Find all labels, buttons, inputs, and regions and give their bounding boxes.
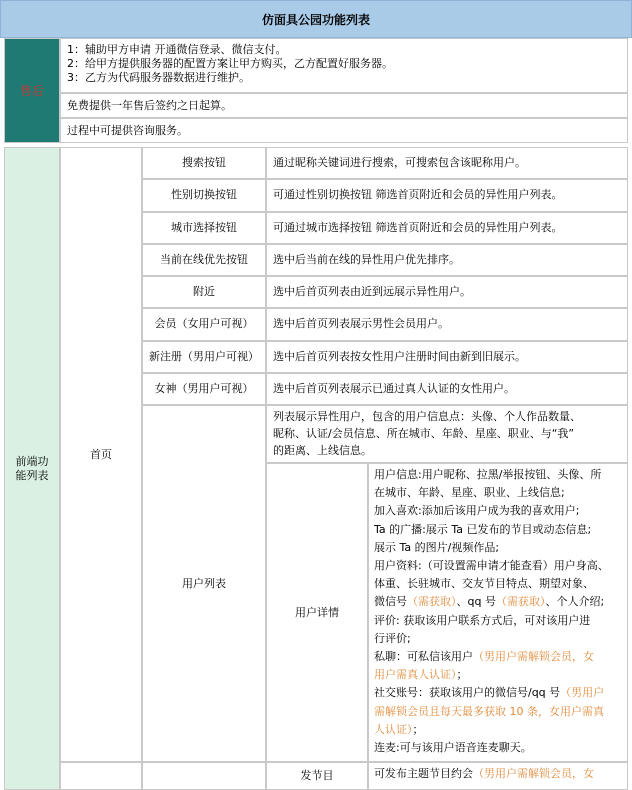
feature-name: 女神（男用户可视） (142, 373, 266, 405)
detail-text: 、个人介绍; (545, 595, 605, 609)
detail-text: ； (456, 668, 468, 682)
detail-line (374, 521, 622, 539)
feature-desc: 选中后首页列表展示男性会员用户。 (266, 308, 628, 340)
note-highlight: 用户需真人认证） (374, 668, 457, 682)
detail-line (374, 648, 622, 666)
user-list-summary (266, 405, 628, 463)
feature-name: 搜索按钮 (142, 147, 266, 179)
summary-line: 的距离、上线信息。 (273, 444, 372, 457)
detail-text: 私聊：可私信该用户 (374, 650, 473, 664)
user-list-label: 用户列表 (142, 405, 266, 762)
detail-text: 社交账号：获取该用户的微信号/qq 号 (374, 686, 561, 700)
detail-text: 评价: 获取该用户联系方式后，可对该用户进 (374, 613, 591, 627)
feature-name: 性别切换按钮 (142, 179, 266, 211)
feature-desc: 选中后当前在线的异性用户优先排序。 (266, 244, 628, 276)
detail-text: 加入喜欢:添加后该用户成为我的喜欢用户; (374, 504, 580, 518)
feature-desc: 选中后首页列表按女性用户注册时间由新到旧展示。 (266, 341, 628, 373)
detail-line (374, 703, 622, 721)
home-label: 首页 (60, 147, 142, 762)
detail-line (374, 502, 622, 520)
feature-desc: 选中后首页列表由近到远展示异性用户。 (266, 276, 628, 308)
detail-text: Ta 的广播:展示 Ta 已发布的节目或动态信息; (374, 522, 592, 536)
publish-label: 发节目 (266, 762, 368, 790)
feature-desc: 通过昵称关键词进行搜索，可搜索包含该昵称用户。 (266, 147, 628, 179)
detail-text: 、qq 号 (456, 595, 496, 609)
feature-name: 城市选择按钮 (142, 212, 266, 244)
user-detail-label: 用户详情 (266, 463, 368, 762)
detail-line (374, 539, 622, 557)
detail-text: 在城市、年龄、星座、职业、上线信息; (374, 486, 565, 500)
detail-line (374, 484, 622, 502)
after-sales-label: 售后 (4, 38, 60, 143)
empty-cell (60, 762, 142, 790)
detail-line (374, 575, 622, 593)
frontend-section-label: 前端功能列表 (4, 147, 60, 790)
summary-line: 昵称、认证/会员信息、所在城市、年龄、星座、职业、与“我” (273, 427, 575, 440)
detail-text: 连麦:可与该用户语音连麦聊天。 (374, 741, 532, 755)
detail-line (374, 466, 622, 484)
summary-line: 列表展示异性用户，包含的用户信息点：头像、个人作品数量、 (273, 410, 581, 423)
feature-name: 附近 (142, 276, 266, 308)
note-highlight: 人认证） (374, 722, 413, 736)
doc-title: 仿面具公园功能列表 (0, 0, 632, 38)
detail-line (374, 739, 622, 757)
detail-line (374, 666, 622, 684)
after-sales-item: 3：乙方为代码服务器数据进行维护。 (67, 71, 250, 84)
note-highlight: （男用户需解锁会员，女 (473, 767, 594, 780)
user-detail-content (368, 463, 628, 762)
detail-text: 体重、长驻城市、交友节目特点、期望对象、 (374, 577, 594, 591)
consult-note: 过程中可提供咨询服务。 (60, 118, 628, 143)
feature-desc: 可通过城市选择按钮 筛选首页附近和会员的异性用户列表。 (266, 212, 628, 244)
detail-text: 行评价; (374, 631, 411, 645)
detail-line (374, 557, 622, 575)
detail-line (374, 721, 622, 739)
feature-desc: 选中后首页列表展示已通过真人认证的女性用户。 (266, 373, 628, 405)
note-highlight: （男用户需解锁会员，女 (473, 650, 594, 664)
detail-text: 用户资料:（可设置需申请才能查看）用户身高、 (374, 559, 609, 573)
feature-name: 当前在线优先按钮 (142, 244, 266, 276)
detail-line (374, 612, 622, 630)
note-highlight: 需解锁会员且每天最多获取 10 条，女用户需真 (374, 704, 604, 718)
note-highlight: （男用户 (560, 686, 605, 700)
publish-line (374, 767, 622, 781)
detail-text: 微信号 (374, 595, 407, 609)
note-highlight: （需获取） (495, 595, 546, 609)
detail-line (374, 630, 622, 648)
detail-text: 展示 Ta 的图片/视频作品; (374, 540, 500, 554)
publish-desc (368, 762, 628, 790)
after-sales-item: 2：给甲方提供服务器的配置方案让甲方购买，乙方配置好服务器。 (67, 57, 393, 70)
empty-cell (142, 762, 266, 790)
detail-line (374, 684, 622, 702)
note-highlight: （需获取） (407, 595, 457, 609)
feature-name: 会员（女用户可视） (142, 308, 266, 340)
detail-text: ； (412, 722, 424, 736)
after-sales-items (60, 38, 628, 93)
free-support-note: 免费提供一年售后签约之日起算。 (60, 93, 628, 118)
feature-desc: 可通过性别切换按钮 筛选首页附近和会员的异性用户列表。 (266, 179, 628, 211)
after-sales-item: 1：辅助甲方申请 开通微信登录、微信支付。 (67, 43, 287, 56)
feature-name: 新注册（男用户可视） (142, 341, 266, 373)
detail-text: 可发布主题节目约会 (374, 767, 473, 780)
detail-line (374, 593, 622, 611)
detail-text: 用户信息:用户昵称、拉黑/举报按钮、头像、所 (374, 468, 602, 481)
